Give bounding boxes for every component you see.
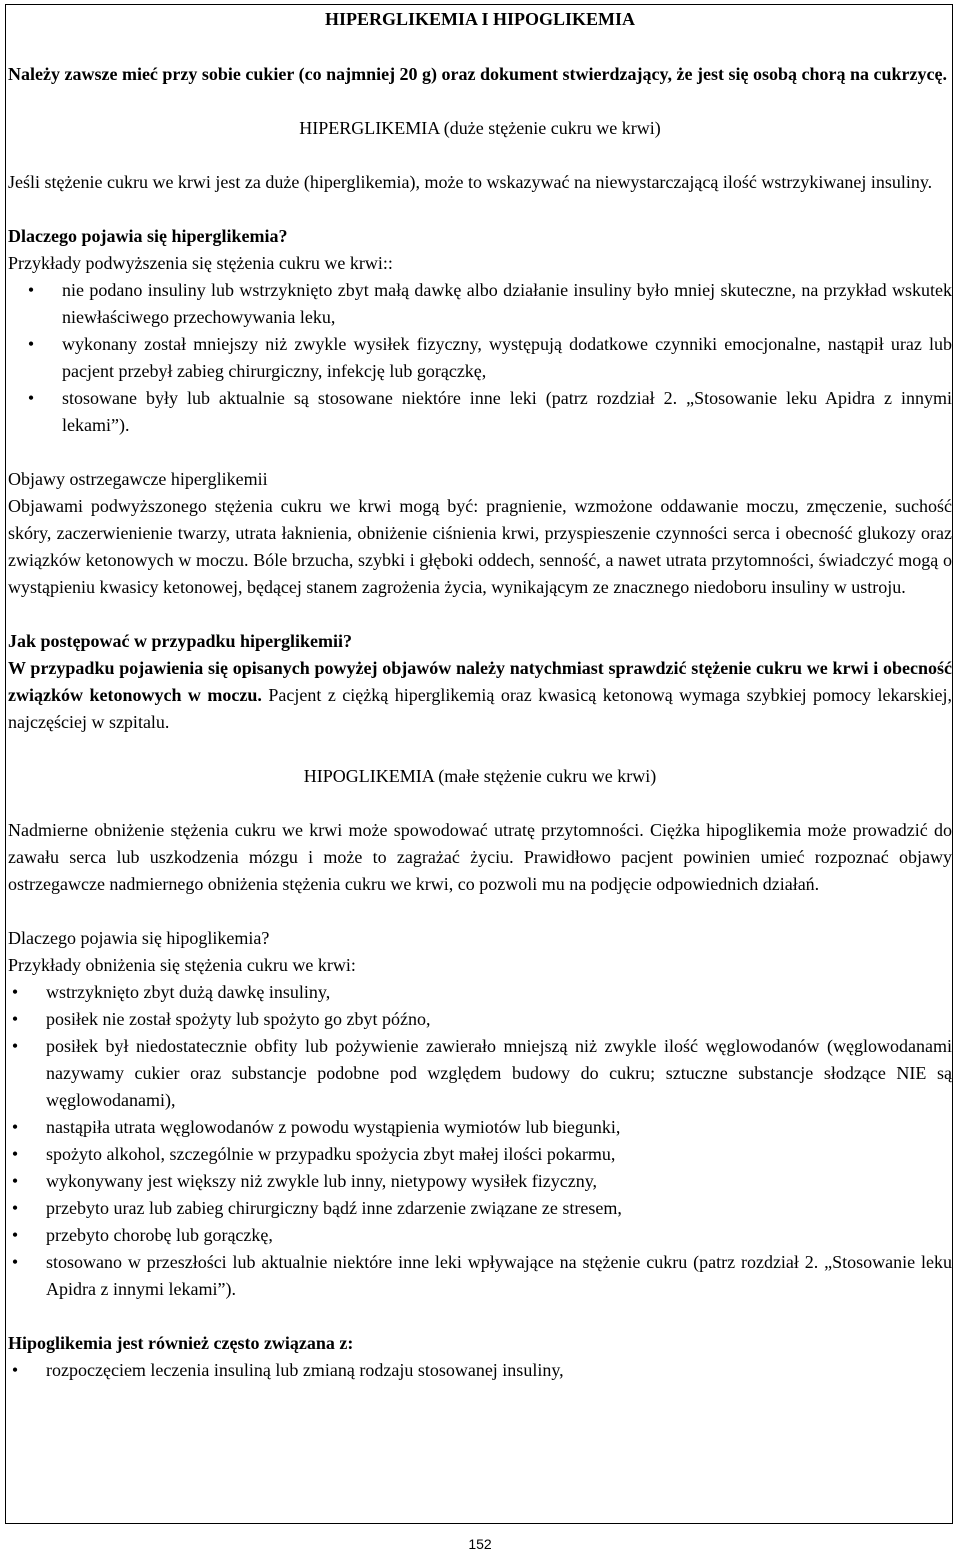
hyperglycemia-action-bold: W przypadku pojawienia się opisanych powyżej objawów należy natychmiast sprawdzić stężenie cukru we krwi i obecność związków ketonowych w moczu.: [8, 658, 952, 705]
bullet-icon: •: [11, 1117, 19, 1137]
hyperglycemia-action-heading: Jak postępować w przypadku hiperglikemii?: [8, 631, 353, 651]
hyperglycemia-action-rest: Pacjent z ciężką hiperglikemią oraz kwasicą ketonową wymaga szybkiej pomocy lekarskiej, najczęściej w szpitalu.: [8, 685, 952, 732]
hyperglycemia-heading: HIPERGLIKEMIA (duże stężenie cukru we krwi): [299, 118, 661, 138]
bullet-icon: •: [27, 280, 35, 300]
hypoglycemia-why-heading: Dlaczego pojawia się hipoglikemia?: [8, 928, 270, 948]
hyperglycemia-why-intro: Przykłady podwyższenia się stężenia cukru we krwi::: [8, 253, 393, 273]
bullet-icon: •: [11, 1171, 19, 1191]
list-item: • przebyto uraz lub zabieg chirurgiczny bądź inne zdarzenie związane ze stresem,: [8, 1195, 952, 1222]
list-item: • spożyto alkohol, szczególnie w przypadku spożycia zbyt małej ilości pokarmu,: [8, 1141, 952, 1168]
bullet-icon: •: [11, 1252, 19, 1272]
list-item: • wstrzyknięto zbyt dużą dawkę insuliny,: [8, 979, 952, 1006]
bullet-icon: •: [11, 1144, 19, 1164]
intro-text: Należy zawsze mieć przy sobie cukier (co najmniej 20 g) oraz dokument stwierdzający, że jest się osobą chorą na cukrzycę.: [8, 64, 947, 84]
bullet-icon: •: [11, 1009, 19, 1029]
list-item: • posiłek nie został spożyty lub spożyto go zbyt późno,: [8, 1006, 952, 1033]
hypoglycemia-description: Nadmierne obniżenie stężenia cukru we krwi może spowodować utratę przytomności. Ciężka hipoglikemia może prowadzić do zawału serca lub uszkodzenia mózgu i może to zagrażać życiu. Prawidłowo pacjent powinien umieć rozpoznać objawy ostrzegawcze nadmiernego obniżenia stężenia cukru we krwi, co pozwoli mu na podjęcie odpowiednich działań.: [8, 820, 952, 894]
list-item: • stosowane były lub aktualnie są stosowane niektóre inne leki (patrz rozdział 2. „Stosowanie leku Apidra z innymi lekami”).: [8, 385, 952, 439]
hyperglycemia-causes-list: [8, 277, 952, 439]
bullet-icon: •: [11, 1225, 19, 1245]
hyperglycemia-description: Jeśli stężenie cukru we krwi jest za duże (hiperglikemia), może to wskazywać na niewystarczającą ilość wstrzykiwanej insuliny.: [8, 172, 933, 192]
document-title: HIPERGLIKEMIA I HIPOGLIKEMIA: [324, 9, 636, 29]
list-item: • nie podano insuliny lub wstrzyknięto zbyt małą dawkę albo działanie insuliny było mniej skuteczne, na przykład wskutek niewłaściwego przechowywania leku,: [8, 277, 952, 331]
document-content: [8, 6, 952, 1384]
bullet-icon: •: [11, 1036, 19, 1056]
list-item: • nastąpiła utrata węglowodanów z powodu wystąpienia wymiotów lub biegunki,: [8, 1114, 952, 1141]
bullet-icon: •: [11, 1360, 19, 1380]
bullet-icon: •: [11, 1198, 19, 1218]
hyperglycemia-why-heading: Dlaczego pojawia się hiperglikemia?: [8, 226, 288, 246]
hypoglycemia-why-intro: Przykłady obniżenia się stężenia cukru we krwi:: [8, 955, 356, 975]
list-item: • przebyto chorobę lub gorączkę,: [8, 1222, 952, 1249]
bullet-icon: •: [11, 982, 19, 1002]
hyperglycemia-action-text: [8, 655, 952, 736]
hypoglycemia-related-heading: Hipoglikemia jest również często związana z:: [8, 1333, 354, 1353]
hyperglycemia-symptoms-text: Objawami podwyższonego stężenia cukru we krwi mogą być: pragnienie, wzmożone oddawanie moczu, zmęczenie, suchość skóry, zaczerwienienie twarzy, utrata łaknienia, obniżenie ciśnienia krwi, przyspieszenie czynności serca i obecność glukozy oraz związków ketonowych w moczu. Bóle brzucha, szybki i głęboki oddech, senność, a nawet utrata przytomności, świadczyć mogą o wystąpieniu kwasicy ketonowej, będącej stanem zagrożenia życia, wynikającym ze znacznego niedoboru insuliny w ustroju.: [8, 496, 952, 597]
list-item: • rozpoczęciem leczenia insuliną lub zmianą rodzaju stosowanej insuliny,: [8, 1357, 952, 1384]
hypoglycemia-related-list: [8, 1357, 952, 1384]
list-item: • wykonywany jest większy niż zwykle lub inny, nietypowy wysiłek fizyczny,: [8, 1168, 952, 1195]
page-number: 152: [468, 1536, 492, 1552]
bullet-icon: •: [27, 334, 35, 354]
hypoglycemia-heading: HIPOGLIKEMIA (małe stężenie cukru we krwi): [303, 766, 657, 786]
list-item: • wykonany został mniejszy niż zwykle wysiłek fizyczny, występują dodatkowe czynniki emocjonalne, nastąpił uraz lub pacjent przebył zabieg chirurgiczny, infekcję lub gorączkę,: [8, 331, 952, 385]
bullet-icon: •: [27, 388, 35, 408]
list-item: • posiłek był niedostatecznie obfity lub pożywienie zawierało mniejszą niż zwykle ilość węglowodanów (węglowodanami nazywamy cukier oraz substancje podobne pod względem budowy do cukru; sztuczne substancje słodzące NIE są węglowodanami),: [8, 1033, 952, 1114]
list-item: • stosowano w przeszłości lub aktualnie niektóre inne leki wpływające na stężenie cukru (patrz rozdział 2. „Stosowanie leku Apidra z innymi lekami”).: [8, 1249, 952, 1303]
hypoglycemia-causes-list: [8, 979, 952, 1303]
hyperglycemia-symptoms-heading: Objawy ostrzegawcze hiperglikemii: [8, 469, 268, 489]
